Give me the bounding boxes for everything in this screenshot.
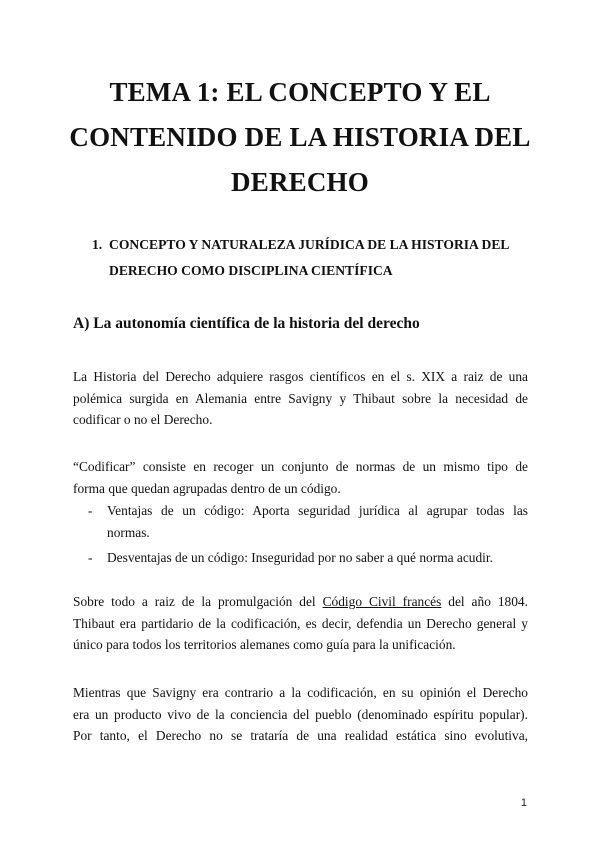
paragraph-line: era un producto vivo de la conciencia del pueblo (denominado espíritu popular).: [73, 706, 528, 722]
text-run: del año 1804.: [448, 594, 528, 609]
paragraph-line: Por tanto, el Derecho no se trataría de una realidad estática sino evolutiva,: [73, 728, 528, 743]
paragraph-line: forma que quedan agrupadas dentro de un código.: [73, 480, 341, 496]
list-item: [88, 500, 528, 543]
bullet-line: normas.: [107, 524, 150, 540]
title-line: TEMA 1: EL CONCEPTO Y EL: [109, 77, 491, 107]
paragraph-codigo-civil: [73, 591, 528, 656]
paragraph-codificar: [73, 456, 528, 499]
section-number: 1.: [92, 237, 103, 252]
bullet-dash: -: [88, 550, 93, 565]
paragraph-polemic: [73, 366, 528, 431]
paragraph-line: “Codificar” consiste en recoger un conjunto de normas de un mismo tipo de: [73, 459, 528, 474]
codigo-civil-link[interactable]: Código Civil francés: [322, 594, 442, 609]
bullet-line: Ventajas de un código: Aporta seguridad jurídica al agrupar todas las: [107, 503, 528, 518]
subsection-heading: A) La autonomía científica de la historia del derecho: [73, 315, 420, 332]
page-number: 1: [520, 797, 527, 809]
title-line: CONTENIDO DE LA HISTORIA DEL: [69, 122, 531, 152]
section-heading: [92, 232, 532, 284]
list-item: [88, 547, 528, 569]
paragraph-line: único para todos los territorios alemanes como guía para la unificación.: [73, 637, 456, 652]
paragraph-savigny: [73, 682, 528, 747]
section-heading-line: DERECHO COMO DISCIPLINA CIENTÍFICA: [109, 263, 393, 278]
paragraph-line: La Historia del Derecho adquiere rasgos científicos en el s. XIX a raiz de una: [73, 369, 528, 384]
paragraph-line: [73, 591, 528, 613]
section-heading-line: CONCEPTO Y NATURALEZA JURÍDICA DE LA HISTORIA DEL: [109, 237, 510, 252]
paragraph-line: codificar o no el Derecho.: [73, 412, 213, 427]
paragraph-line: Mientras que Savigny era contrario a la codificación, en su opinión el Derecho: [73, 685, 528, 700]
bullet-list: [88, 500, 528, 573]
bullet-line: Desventajas de un código: Inseguridad por no saber a qué norma acudir.: [107, 550, 493, 565]
bullet-dash: -: [88, 503, 93, 518]
document-title: [60, 70, 540, 205]
paragraph-line: Thibaut era partidario de la codificación, es decir, defendia un Derecho general y: [73, 615, 528, 631]
title-line: DERECHO: [231, 167, 369, 197]
text-run: Sobre todo a raiz de la promulgación del: [73, 594, 316, 609]
paragraph-line: polémica surgida en Alemania entre Savigny y Thibaut sobre la necesidad de: [73, 390, 528, 406]
